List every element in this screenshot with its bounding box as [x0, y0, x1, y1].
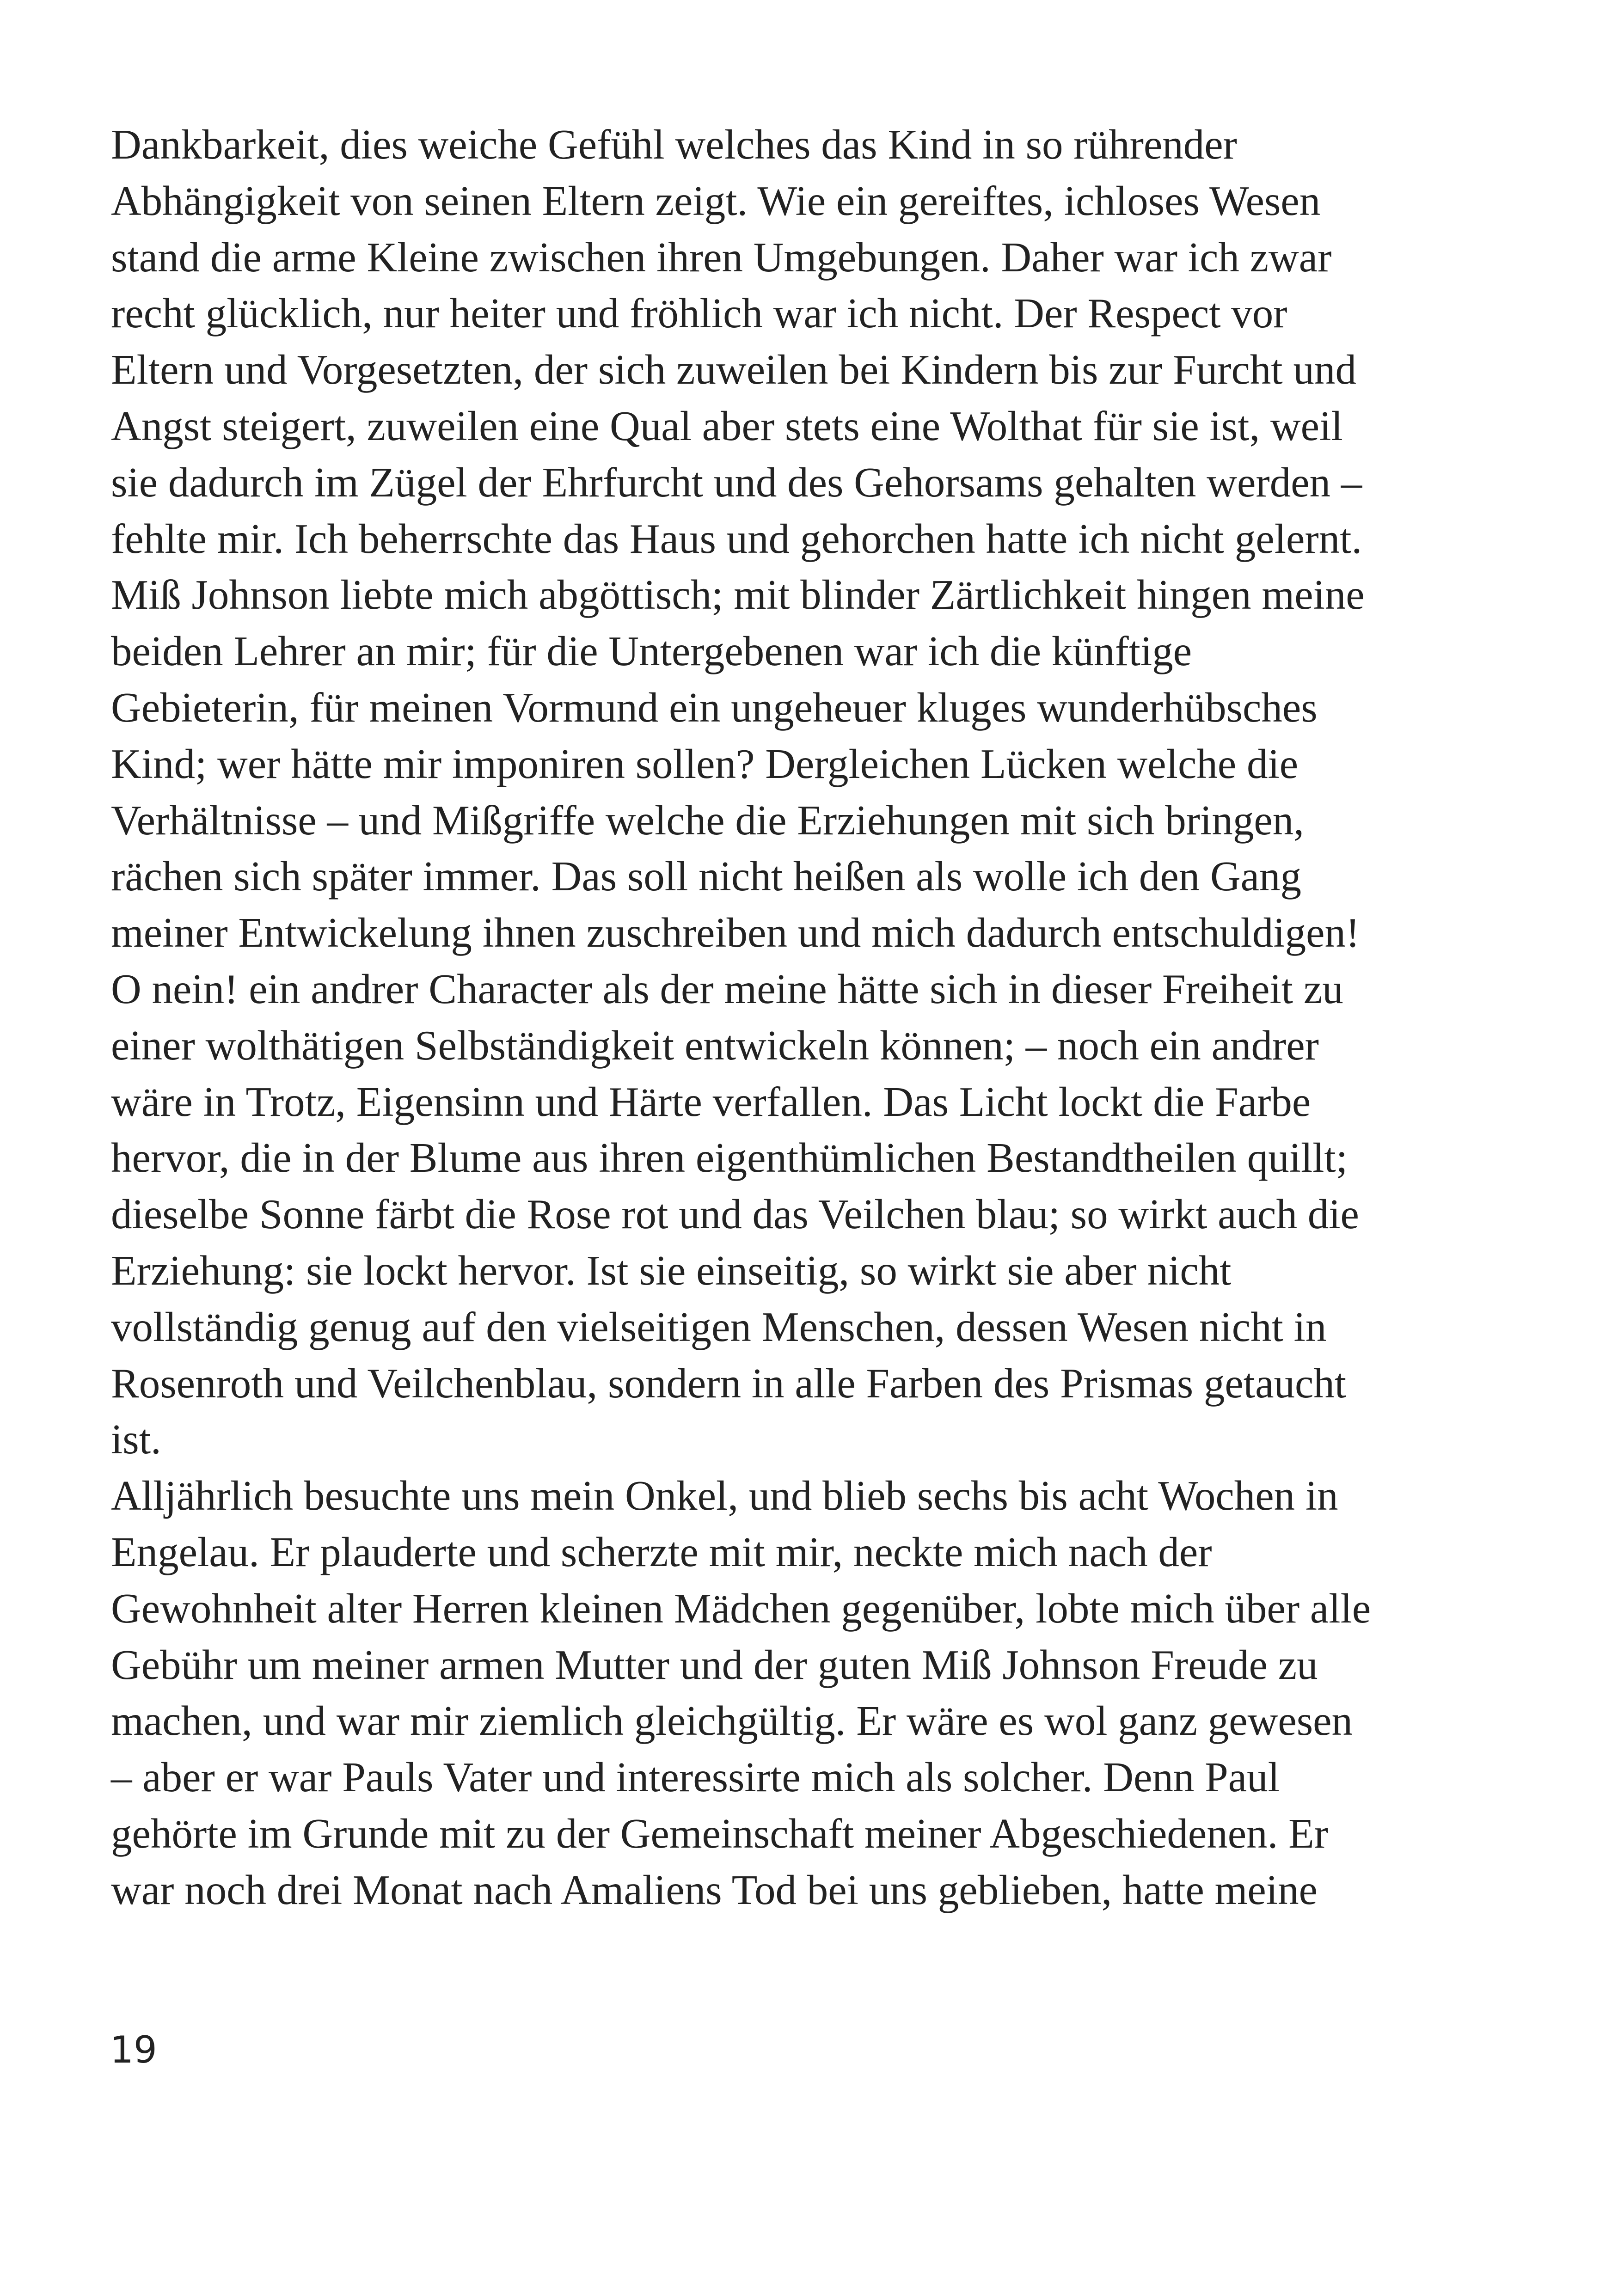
text-line: rächen sich später immer. Das soll nicht heißen als wolle ich den Gang: [111, 853, 1302, 900]
text-line: Gebühr um meiner armen Mutter und der guten Miß Johnson Freude zu: [111, 1641, 1318, 1688]
text-line: Abhängigkeit von seinen Eltern zeigt. Wie ein gereiftes, ichloses Wesen: [111, 177, 1321, 224]
text-line: fehlte mir. Ich beherrschte das Haus und gehorchen hatte ich nicht gelernt.: [111, 515, 1362, 562]
text-line: Gewohnheit alter Herren kleinen Mädchen gegenüber, lobte mich über alle: [111, 1585, 1371, 1632]
text-line: Erziehung: sie lockt hervor. Ist sie einseitig, so wirkt sie aber nicht: [111, 1247, 1232, 1294]
text-line: Rosenroth und Veilchenblau, sondern in alle Farben des Prismas getaucht: [111, 1359, 1347, 1407]
text-line: Alljährlich besuchte uns mein Onkel, und blieb sechs bis acht Wochen in: [111, 1472, 1338, 1519]
text-line: wäre in Trotz, Eigensinn und Härte verfallen. Das Licht lockt die Farbe: [111, 1078, 1311, 1125]
text-line: Eltern und Vorgesetzten, der sich zuweilen bei Kindern bis zur Furcht und: [111, 346, 1356, 393]
page-number: 19: [110, 2028, 157, 2071]
text-line: vollständig genug auf den vielseitigen Menschen, dessen Wesen nicht in: [111, 1303, 1327, 1350]
text-line: Miß Johnson liebte mich abgöttisch; mit blinder Zärtlichkeit hingen meine: [111, 571, 1365, 618]
paragraph-1: [111, 116, 1563, 1468]
text-line: ist.: [111, 1416, 161, 1463]
text-line: machen, und war mir ziemlich gleichgültig. Er wäre es wol ganz gewesen: [111, 1697, 1353, 1745]
text-line: sie dadurch im Zügel der Ehrfurcht und des Gehorsams gehalten werden –: [111, 459, 1362, 506]
text-line: war noch drei Monat nach Amaliens Tod bei uns geblieben, hatte meine: [111, 1866, 1318, 1913]
text-line: gehörte im Grunde mit zu der Gemeinschaft meiner Abgeschiedenen. Er: [111, 1810, 1329, 1857]
text-line: recht glücklich, nur heiter und fröhlich war ich nicht. Der Respect vor: [111, 290, 1287, 337]
text-line: Gebieterin, für meinen Vormund ein ungeheuer kluges wunderhübsches: [111, 684, 1318, 731]
text-line: Angst steigert, zuweilen eine Qual aber stets eine Wolthat für sie ist, weil: [111, 402, 1343, 449]
text-line: einer wolthätigen Selbständigkeit entwickeln können; – noch ein andrer: [111, 1022, 1319, 1069]
text-line: beiden Lehrer an mir; für die Untergebenen war ich die künftige: [111, 628, 1192, 675]
text-line: hervor, die in der Blume aus ihren eigenthümlichen Bestandtheilen quillt;: [111, 1134, 1348, 1182]
text-line: – aber er war Pauls Vater und interessirte mich als solcher. Denn Paul: [111, 1754, 1280, 1801]
paragraph-2: [111, 1468, 1563, 1918]
text-line: stand die arme Kleine zwischen ihren Umgebungen. Daher war ich zwar: [111, 233, 1332, 281]
text-line: Kind; wer hätte mir imponiren sollen? Dergleichen Lücken welche die: [111, 740, 1299, 787]
text-line: meiner Entwickelung ihnen zuschreiben und mich dadurch entschuldigen!: [111, 909, 1360, 956]
body-text: [111, 116, 1563, 1918]
text-line: Dankbarkeit, dies weiche Gefühl welches das Kind in so rührender: [111, 121, 1237, 168]
text-line: O nein! ein andrer Character als der meine hätte sich in dieser Freiheit zu: [111, 965, 1343, 1012]
text-line: Verhältnisse – und Mißgriffe welche die Erziehungen mit sich bringen,: [111, 796, 1305, 844]
text-line: dieselbe Sonne färbt die Rose rot und das Veilchen blau; so wirkt auch die: [111, 1191, 1359, 1238]
text-line: Engelau. Er plauderte und scherzte mit mir, neckte mich nach der: [111, 1528, 1212, 1575]
